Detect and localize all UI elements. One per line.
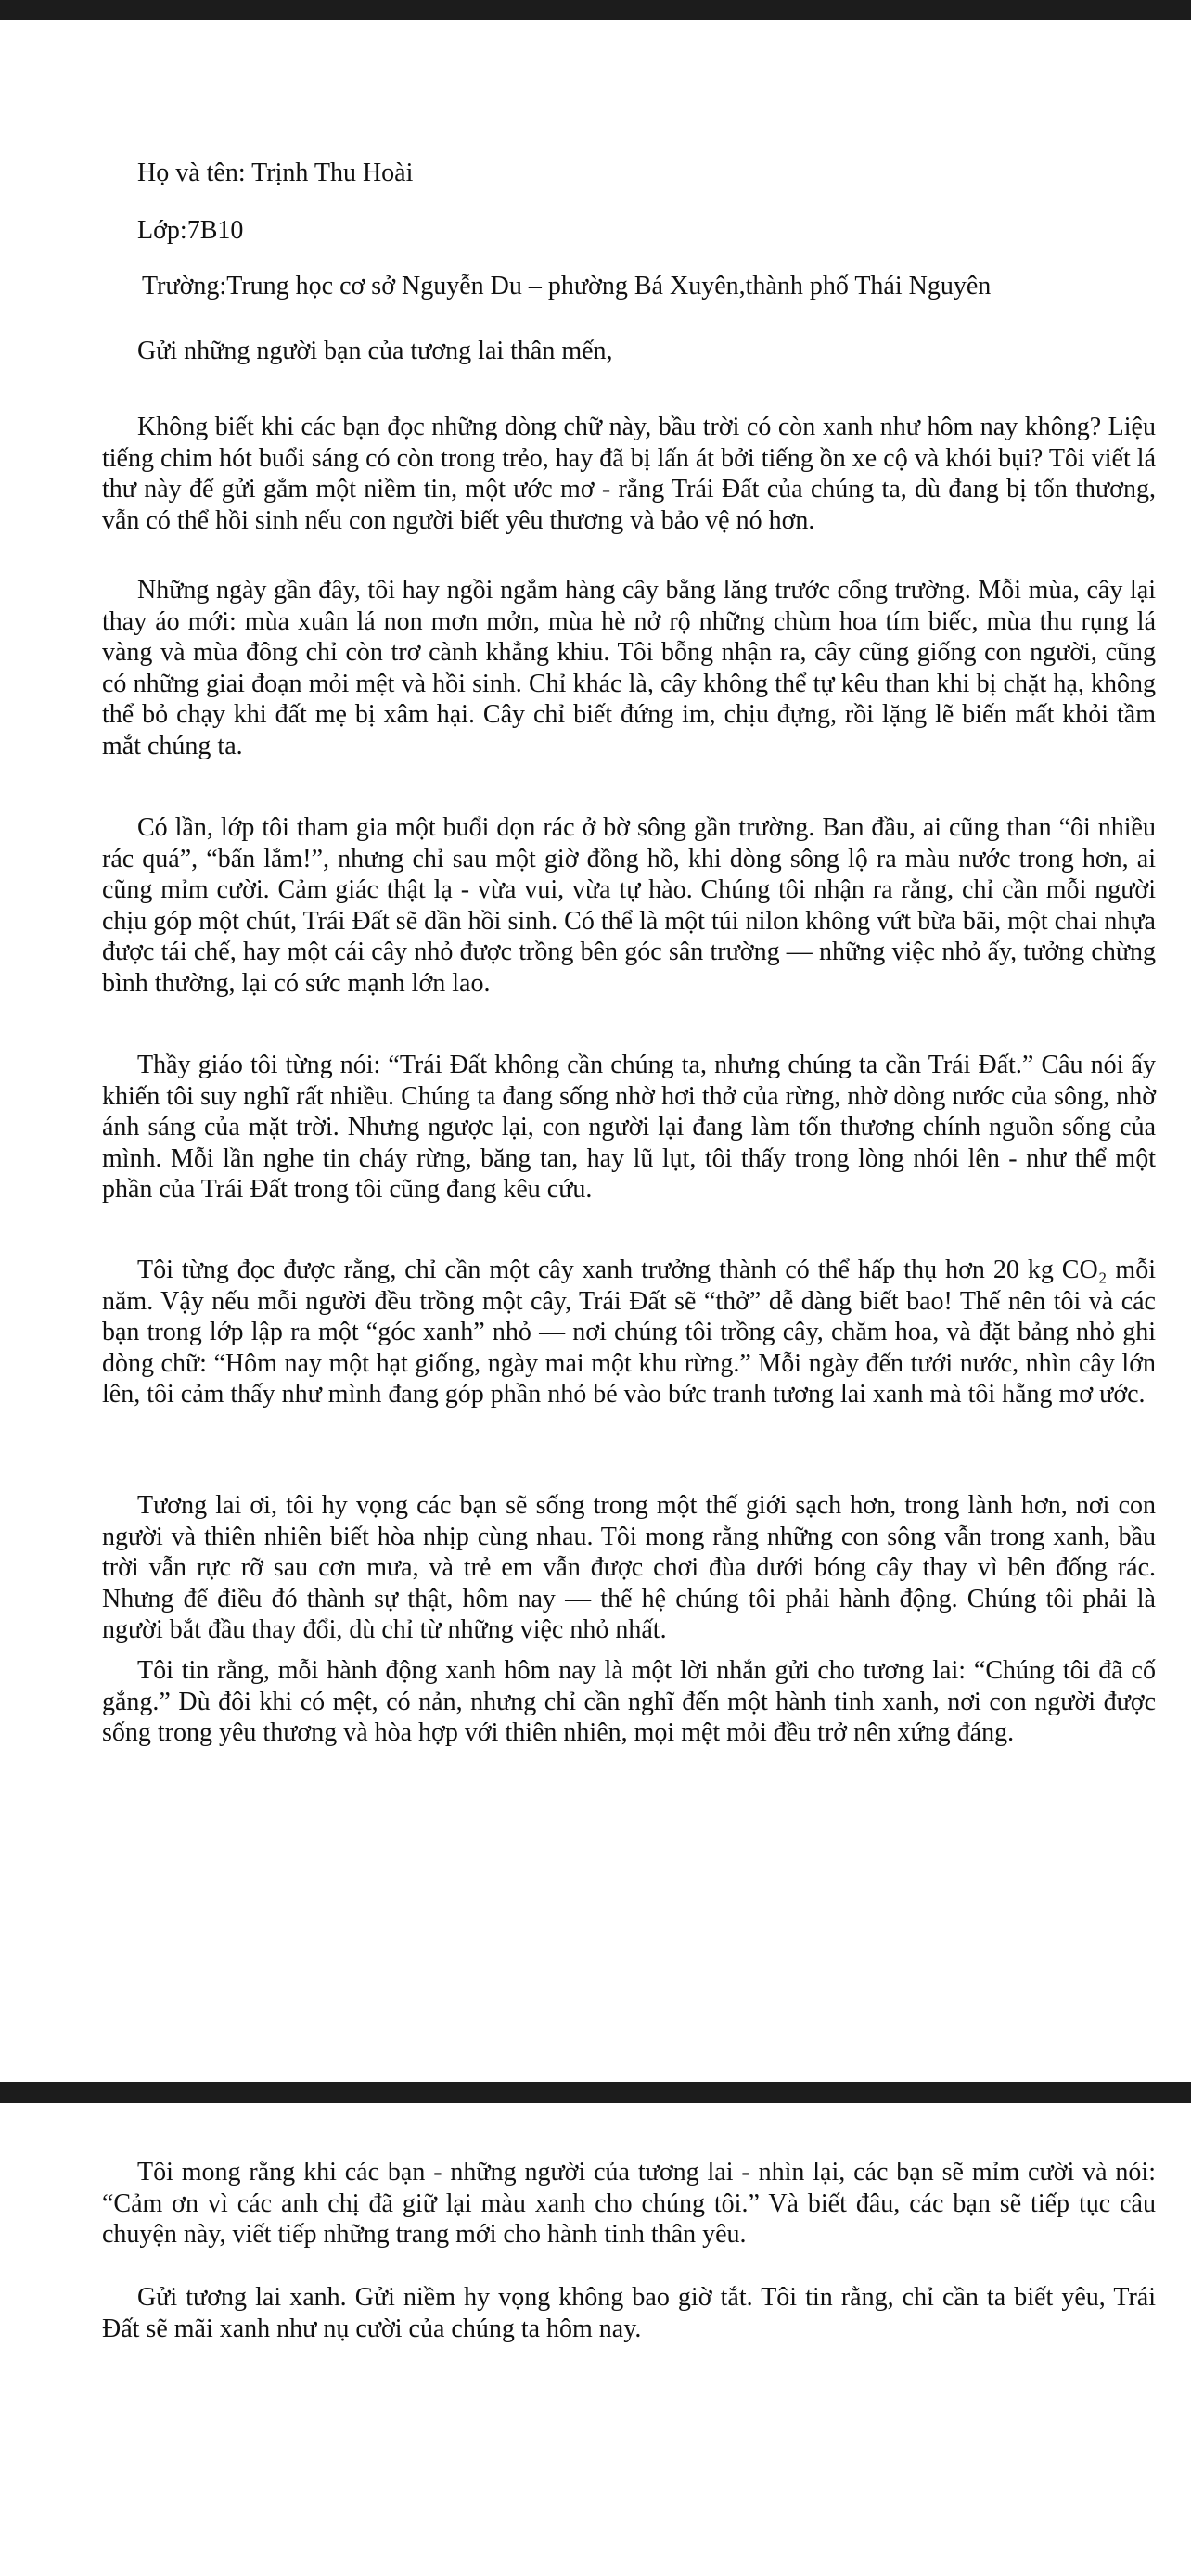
- letter-greeting: Gửi những người bạn của tương lai thân mến,: [137, 337, 613, 365]
- top-page-edge: [0, 0, 1191, 20]
- paragraph-8: Tôi mong rằng khi các bạn - những người của tương lai - nhìn lại, các bạn sẽ mỉm cười và nói: “Cảm ơn vì các anh chị đã giữ lại màu xanh cho chúng tôi.” Và biết đâu, các bạn sẽ tiếp tục câu chuyện này, viết tiếp những trang mới cho hành tinh thân yêu.: [102, 2158, 1156, 2250]
- student-school: Trường:Trung học cơ sở Nguyễn Du – phường Bá Xuyên,thành phố Thái Nguyên: [142, 272, 992, 300]
- student-class: Lớp:7B10: [137, 216, 244, 245]
- document-page-1: [0, 20, 1191, 2082]
- page-separator: [0, 2082, 1191, 2103]
- paragraph-1: Không biết khi các bạn đọc những dòng chữ này, bầu trời có còn xanh như hôm nay không? Liệu tiếng chim hót buổi sáng có còn trong trẻo, hay đã bị lấn át bởi tiếng ồn xe cộ và khói bụi? Tôi viết lá thư này để gửi gắm một niềm tin, một ước mơ - rằng Trái Đất của chúng ta, dù đang bị tổn thương, vẫn có thể hồi sinh nếu con người biết yêu thương và bảo vệ nó hơn.: [102, 413, 1156, 535]
- paragraph-2: Những ngày gần đây, tôi hay ngồi ngắm hàng cây bằng lăng trước cổng trường. Mỗi mùa, cây lại thay áo mới: mùa xuân lá non mơn mởn, mùa hè nở rộ những chùm hoa tím biếc, mùa thu rụng lá vàng và mùa đông chỉ còn trơ cành khẳng khiu. Tôi bỗng nhận ra, cây cũng giống con người, cũng có những giai đoạn mỏi mệt và hồi sinh. Chỉ khác là, cây không thể tự kêu than khi bị chặt hạ, không thể bỏ chạy khi đất mẹ bị xâm hại. Cây chỉ biết đứng im, chịu đựng, rồi lặng lẽ biến mất khỏi tầm mắt chúng ta.: [102, 576, 1156, 760]
- paragraph-5: Tôi từng đọc được rằng, chỉ cần một cây xanh trưởng thành có thể hấp thụ hơn 20 kg CO₂ mỗi năm. Vậy nếu mỗi người đều trồng một cây, Trái Đất sẽ “thở” dễ dàng biết bao! Thế nên tôi và các bạn trong lớp lập ra một “góc xanh” nhỏ — nơi chúng tôi trồng cây, chăm hoa, và đặt bảng nhỏ ghi dòng chữ: “Hôm nay một hạt giống, ngày mai một khu rừng.” Mỗi ngày đến tưới nước, nhìn cây lớn lên, tôi cảm thấy như mình đang góp phần nhỏ bé vào bức tranh tương lai xanh mà tôi hằng mơ ước.: [102, 1256, 1156, 1409]
- paragraph-4: Thầy giáo tôi từng nói: “Trái Đất không cần chúng ta, nhưng chúng ta cần Trái Đất.” Câu nói ấy khiến tôi suy nghĩ rất nhiều. Chúng ta đang sống nhờ hơi thở của rừng, nhờ dòng nước của sông, nhờ ánh sáng của mặt trời. Nhưng ngược lại, con người lại đang làm tổn thương chính nguồn sống của mình. Mỗi lần nghe tin cháy rừng, băng tan, hay lũ lụt, tôi thấy trong lòng nhói lên - như thể một phần của Trái Đất trong tôi cũng đang kêu cứu.: [102, 1051, 1156, 1205]
- paragraph-3: Có lần, lớp tôi tham gia một buổi dọn rác ở bờ sông gần trường. Ban đầu, ai cũng than “ôi nhiều rác quá”, “bẩn lắm!”, nhưng chỉ sau một giờ đồng hồ, khi dòng sông lộ ra màu nước trong hơn, ai cũng mỉm cười. Cảm giác thật lạ - vừa vui, vừa tự hào. Chúng tôi nhận ra rằng, chỉ cần mỗi người chịu góp một chút, Trái Đất sẽ dần hồi sinh. Có thể là một túi nilon không vứt bừa bãi, một chai nhựa được tái chế, hay một cái cây nhỏ được trồng bên góc sân trường — những việc nhỏ ấy, tưởng chừng bình thường, lại có sức mạnh lớn lao.: [102, 813, 1156, 998]
- document-page-2: [0, 2103, 1191, 2576]
- paragraph-9: Gửi tương lai xanh. Gửi niềm hy vọng không bao giờ tắt. Tôi tin rằng, chỉ cần ta biết yêu, Trái Đất sẽ mãi xanh như nụ cười của chúng ta hôm nay.: [102, 2283, 1156, 2343]
- student-name: Họ và tên: Trịnh Thu Hoài: [137, 159, 414, 187]
- paragraph-6: Tương lai ơi, tôi hy vọng các bạn sẽ sống trong một thế giới sạch hơn, trong lành hơn, nơi con người và thiên nhiên biết hòa nhịp cùng nhau. Tôi mong rằng những con sông vẫn trong xanh, bầu trời vẫn rực rỡ sau cơn mưa, và trẻ em vẫn được chơi đùa dưới bóng cây thay vì bên đống rác. Nhưng để điều đó thành sự thật, hôm nay — thế hệ chúng tôi phải hành động. Chúng tôi phải là người bắt đầu thay đổi, dù chỉ từ những việc nhỏ nhất.: [102, 1491, 1156, 1645]
- paragraph-7: Tôi tin rằng, mỗi hành động xanh hôm nay là một lời nhắn gửi cho tương lai: “Chúng tôi đã cố gắng.” Dù đôi khi có mệt, có nản, nhưng chỉ cần nghĩ đến một hành tinh xanh, nơi con người được sống trong yêu thương và hòa hợp với thiên nhiên, mọi mệt mỏi đều trở nên xứng đáng.: [102, 1656, 1156, 1748]
